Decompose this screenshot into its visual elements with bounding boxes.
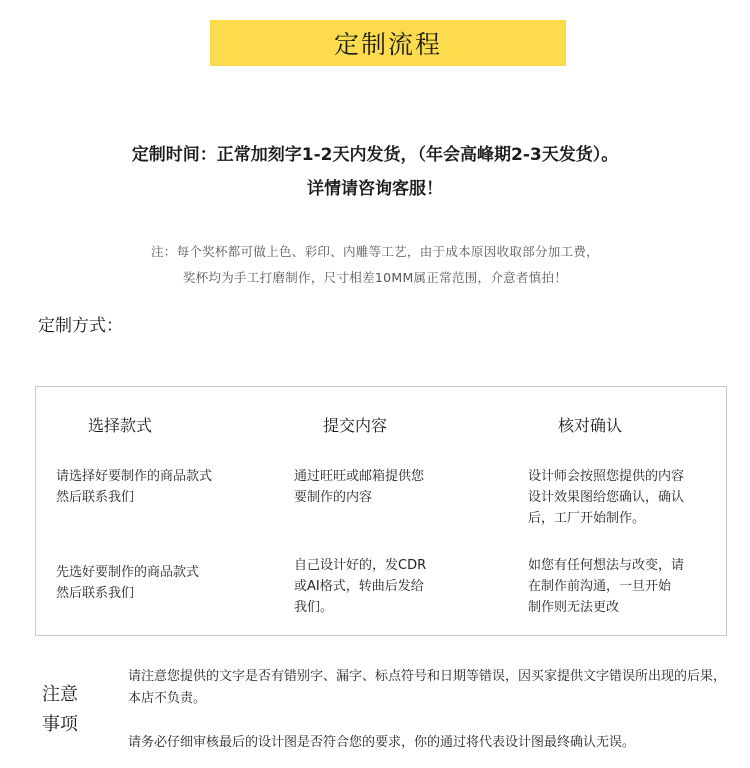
step-header-select: 选择款式 bbox=[88, 413, 152, 436]
lead-time-text: 定制时间：正常加刻字1-2天内发货，（年会高峰期2-3天发货）。 bbox=[131, 145, 619, 165]
step-header-submit: 提交内容 bbox=[323, 413, 387, 436]
notice-label: 注意 事项 bbox=[42, 684, 78, 735]
steps-box bbox=[35, 386, 727, 636]
title-banner bbox=[210, 20, 566, 66]
step-select-text-1: 请选择好要制作的商品款式 然后联系我们 bbox=[56, 469, 213, 505]
notice-text-1: 请注意您提供的文字是否有错别字、漏字、标点符号和日期等错误，因买家提供文字错误所出现的后果，本店不负责。 bbox=[128, 669, 727, 706]
notice-text-2: 请务必仔细审核最后的设计图是否符合您的要求，你的通过将代表设计图最终确认无误。 bbox=[128, 735, 636, 750]
step-header-confirm: 核对确认 bbox=[558, 413, 622, 436]
step-confirm-text-1: 设计师会按照您提供的内容 设计效果图给您确认，确认 后，工厂开始制作。 bbox=[528, 469, 685, 526]
note-line-1: 注：每个奖杯都可做上色、彩印、内雕等工艺，由于成本原因收取部分加工费， bbox=[150, 244, 599, 259]
method-label: 定制方式： bbox=[38, 316, 123, 336]
lead-contact-text: 详情请咨询客服！ bbox=[307, 179, 443, 199]
note-line-2: 奖杯均为手工打磨制作，尺寸相差10MM属正常范围，介意者慎拍！ bbox=[182, 270, 568, 285]
step-submit-text-2: 自己设计好的，发CDR 或AI格式，转曲后发给 我们。 bbox=[294, 558, 427, 615]
page-title: 定制流程 bbox=[333, 30, 442, 59]
step-submit-text-1: 通过旺旺或邮箱提供您 要制作的内容 bbox=[294, 469, 425, 505]
step-select-text-2: 先选好要制作的商品款式 然后联系我们 bbox=[56, 565, 200, 601]
step-confirm-text-2: 如您有任何想法与改变，请 在制作前沟通，一旦开始 制作则无法更改 bbox=[528, 558, 685, 615]
